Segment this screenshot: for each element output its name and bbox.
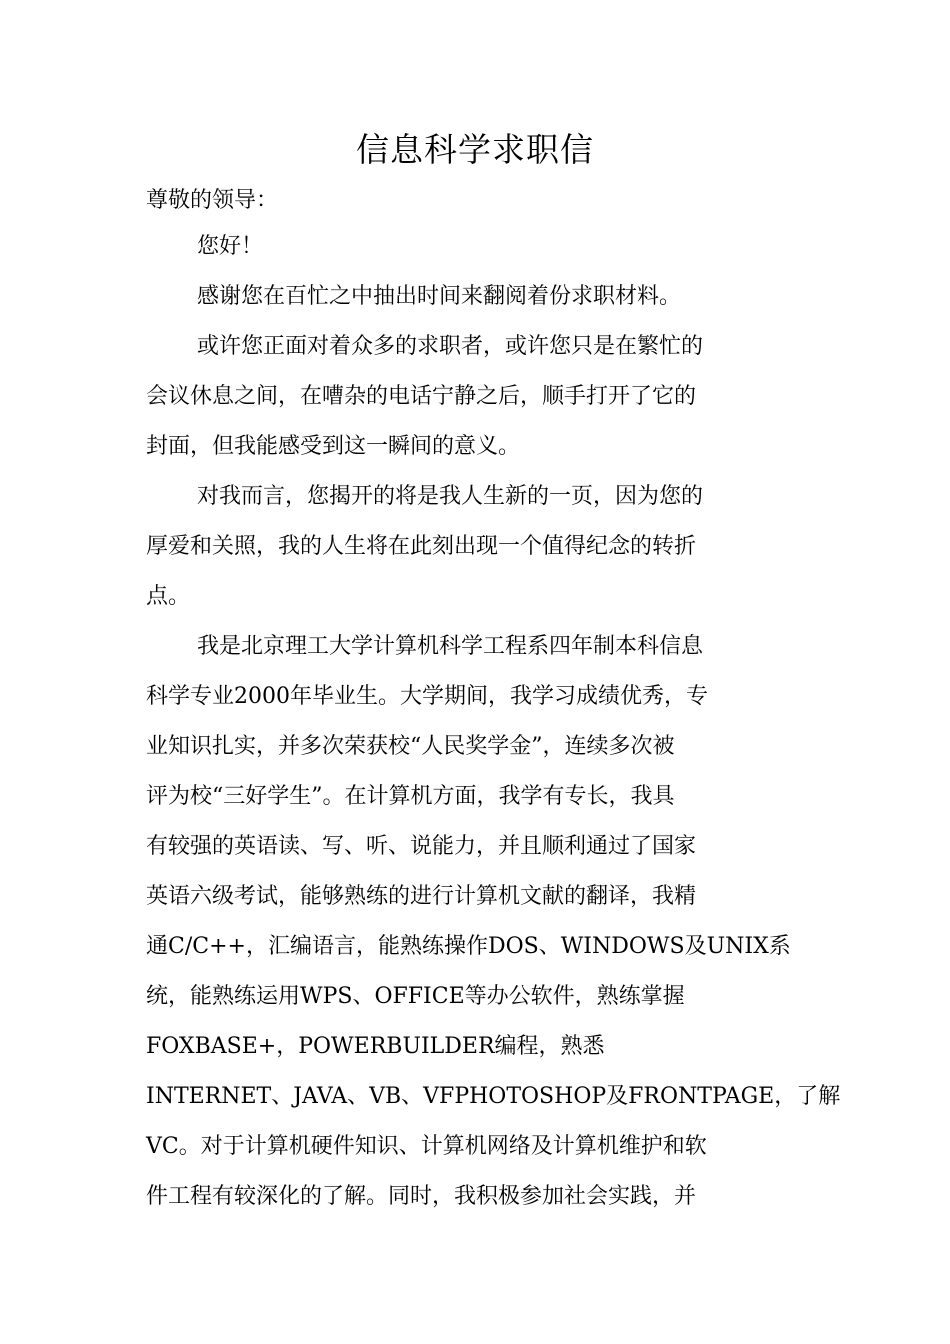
paragraph-line: 有较强的英语读、写、听、说能力，并且顺利通过了国家 (146, 834, 697, 859)
greeting: 您好！ (197, 234, 264, 259)
paragraph-3 (146, 472, 804, 622)
paragraph-line: 或许您正面对着众多的求职者，或许您只是在繁忙的 (197, 334, 704, 359)
paragraph-line: FOXBASE+，POWERBUILDER编程，熟悉 (146, 1034, 605, 1059)
paragraph-line: 业知识扎实，并多次荣获校“人民奖学金”，连续多次被 (146, 734, 675, 759)
paragraph-line: 我是北京理工大学计算机科学工程系四年制本科信息 (197, 634, 704, 659)
paragraph-line: 统，能熟练运用WPS、OFFICE等办公软件，熟练掌握 (146, 984, 685, 1009)
paragraph-line: 感谢您在百忙之中抽出时间来翻阅着份求职材料。 (197, 284, 682, 309)
paragraph-line: 评为校“三好学生”。在计算机方面，我学有专长，我具 (146, 784, 675, 809)
paragraph-line: 封面，但我能感受到这一瞬间的意义。 (146, 434, 521, 459)
letter-body (146, 222, 841, 1222)
paragraph-line: 科学专业2000年毕业生。大学期间，我学习成绩优秀，专 (146, 684, 708, 709)
paragraph-1 (146, 272, 804, 322)
paragraph-line: 英语六级考试，能够熟练的进行计算机文献的翻译，我精 (146, 884, 697, 909)
paragraph-line: VC。对于计算机硬件知识、计算机网络及计算机维护和软 (146, 1134, 707, 1159)
paragraph-4 (146, 622, 841, 1222)
paragraph-line: 件工程有较深化的了解。同时，我积极参加社会实践，并 (146, 1184, 697, 1209)
paragraph-2 (146, 322, 804, 472)
paragraph-line: 会议休息之间，在嘈杂的电话宁静之后，顺手打开了它的 (146, 384, 697, 409)
paragraph-line: 点。 (146, 584, 191, 609)
paragraph-line: 对我而言，您揭开的将是我人生新的一页，因为您的 (197, 484, 704, 509)
paragraph-line: 通C/C++，汇编语言，能熟练操作DOS、WINDOWS及UNIX系 (146, 934, 791, 959)
paragraph-line: INTERNET、JAVA、VB、VFPHOTOSHOP及FRONTPAGE，了解 (146, 1084, 841, 1109)
paragraph-line: 厚爱和关照，我的人生将在此刻出现一个值得纪念的转折 (146, 534, 697, 559)
salutation: 尊敬的领导： (146, 188, 279, 213)
document-title: 信息科学求职信 (356, 130, 594, 169)
